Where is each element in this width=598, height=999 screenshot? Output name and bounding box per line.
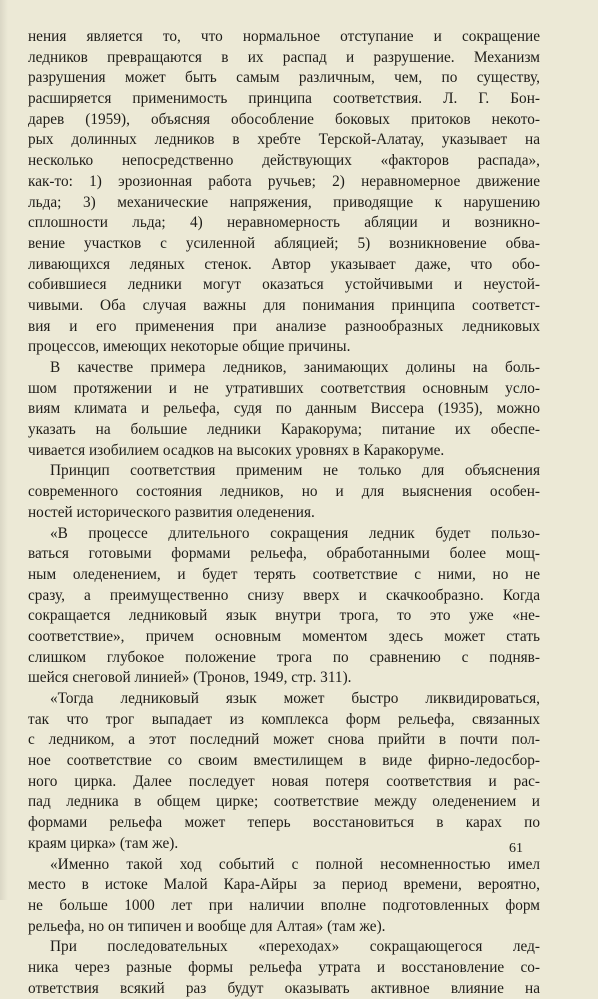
text-line: несколько непосредственно действующих «факторов распада», (28, 152, 540, 170)
page-edge-shadow (0, 0, 8, 900)
text-line: ответствия всякий раз будут оказывать активное влияние на (28, 979, 540, 997)
text-line: так что трог выпадает из комплекса форм рельефа, связанных (28, 710, 540, 728)
page-text-block (28, 27, 540, 999)
text-line: ного цирка. Далее последует новая потеря соответствия и рас- (28, 772, 540, 790)
text-line: сразу, а преимущественно снизу вверх и скачкообразно. Когда (28, 586, 540, 604)
text-line: вия и его применения при анализе разнообразных ледниковых (28, 317, 540, 335)
text-line: соответствие», причем основным моментом здесь может стать (28, 627, 540, 645)
text-line: ваться готовыми формами рельефа, обработанными более мощ- (28, 545, 540, 563)
page-number: 61 (509, 841, 523, 856)
text-line: ное соответствие со своим вместилищем в виде фирно-ледосбор- (28, 752, 540, 770)
text-line: ностей исторического развития оледенения. (28, 503, 315, 521)
text-line: современного состояния ледников, но и для выяснения особен- (28, 483, 540, 501)
text-line: сокращается ледниковый язык внутри трога, то это уже «не- (28, 607, 540, 625)
text-line: слишком глубокое положение трога по сравнению с подняв- (28, 648, 540, 666)
text-line: ливающихся ледяных стенок. Автор указывает даже, что обо- (28, 255, 540, 273)
text-line: место в истоке Малой Кара-Айры за период времени, вероятно, (28, 876, 540, 894)
text-line: краям цирка» (там же). (28, 834, 179, 852)
paragraph-first-line: «Именно такой ход событий с полной несомненностью имел (50, 855, 540, 873)
text-line: формами рельефа может теперь восстановиться в карах по (28, 814, 540, 832)
text-line: пад ледника в общем цирке; соответствие между оледенением и (28, 793, 540, 811)
text-line: собившиеся ледники могут оказаться устойчивыми и неустой- (28, 276, 540, 294)
text-line: шейся снеговой линией» (Тронов, 1949, стр. 311). (28, 669, 352, 687)
text-line: с ледником, а этот последний может снова прийти в почти пол- (28, 731, 540, 749)
text-line: вение участков с усиленной абляцией; 5) возникновение обва- (28, 234, 540, 252)
paragraph-first-line: «В процессе длительного сокращения ледник будет пользо- (50, 524, 540, 542)
text-line: льда; 3) механические напряжения, приводящие к нарушению (28, 193, 540, 211)
text-line: ным оледенением, и будет терять соответствие с ними, но не (28, 565, 540, 583)
text-line: разрушения может быть самым различным, чем, по существу, (28, 69, 540, 87)
text-line: ника через разные формы рельефа утрата и восстановление со- (28, 958, 540, 976)
text-line: не больше 1000 лет при наличии вполне подготовленных форм (28, 896, 540, 914)
paragraph-first-line: Принцип соответствия применим не только для объяснения (50, 462, 540, 480)
paragraph-first-line: В качестве примера ледников, занимающих долины на боль- (50, 359, 540, 376)
text-line: сплошности льда; 4) неравномерность абляции и возникно- (28, 214, 540, 232)
text-line: чивыми. Оба случая важны для понимания принципа соответст- (28, 296, 540, 314)
text-line: расширяется применимость принципа соответствия. Л. Г. Бон- (28, 90, 540, 108)
text-line: рельефа, но он типичен и вообще для Алтая» (там же). (28, 917, 386, 935)
text-line: чивается изобилием осадков на высоких уровнях в Каракоруме. (28, 441, 445, 459)
text-line: нения является то, что нормальное отступание и сокращение (28, 28, 540, 45)
text-line: как-то: 1) эрозионная работа ручьев; 2) неравномерное движение (28, 172, 540, 190)
text-line: процессов, имеющих некоторые общие причины. (28, 338, 351, 356)
text-line: виям климата и рельефа, судя по данным Виссера (1935), можно (28, 400, 540, 418)
paragraph-first-line: При последовательных «переходах» сокращающегося лед- (50, 938, 540, 956)
text-line: шом протяжении и не утративших соответствия основным усло- (28, 379, 540, 397)
text-line: рых долинных ледников в хребте Терской-Алатау, указывает на (28, 131, 540, 149)
text-line: ледников превращаются в их распад и разрушение. Механизм (28, 48, 540, 66)
paragraph-first-line: «Тогда ледниковый язык может быстро ликвидироваться, (50, 690, 540, 707)
text-line: указать на большие ледники Каракорума; питание их обеспе- (28, 421, 540, 439)
text-line: дарев (1959), объясняя обособление боковых притоков некото- (28, 110, 540, 128)
